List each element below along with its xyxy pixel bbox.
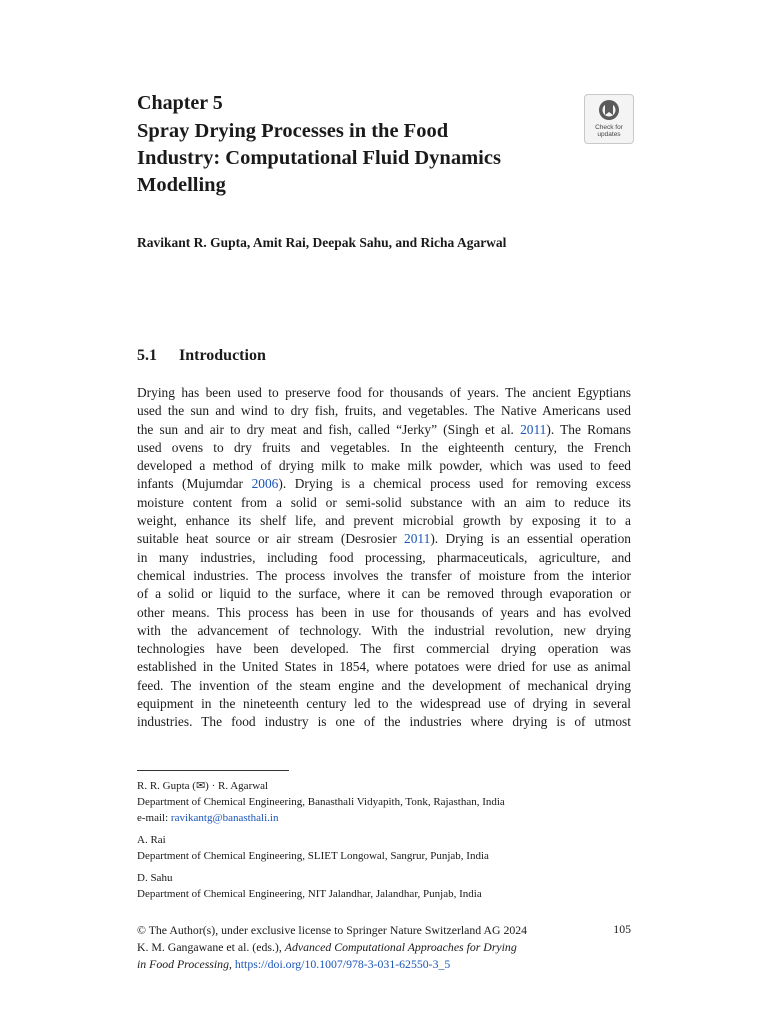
body-line	[137, 384, 631, 402]
body-text-segment: suitable heat source or air stream (Desrosier	[137, 531, 405, 547]
body-line	[137, 421, 631, 439]
badge-label: Check for updates	[595, 124, 623, 138]
body-text-segment: weight, enhance its shelf life, and prevent microbial growth by exposing it to a	[137, 513, 631, 529]
page-number: 105	[613, 922, 631, 936]
affiliation-department: Department of Chemical Engineering, Banasthali Vidyapith, Tonk, Rajasthan, India	[137, 796, 505, 808]
affiliation-department: Department of Chemical Engineering, NIT Jalandhar, Jalandhar, Punjab, India	[137, 888, 482, 900]
body-text-segment: used the sun and wind to dry fish, fruits, and vegetables. The Native Americans used	[137, 403, 631, 419]
email-label: e-mail:	[137, 812, 171, 824]
body-line	[137, 713, 631, 731]
bookmark-check-icon	[598, 99, 620, 123]
body-text-segment: chemical industries. The process involves the transfer of moisture from the interior	[137, 567, 631, 583]
affiliation-names: R. R. Gupta (✉) · R. Agarwal	[137, 780, 269, 792]
doi-link[interactable]: https://doi.org/10.1007/978-3-031-62550-3_5	[234, 957, 451, 971]
chapter-title-line: Modelling	[137, 174, 226, 196]
citation-year-link[interactable]: 2006	[251, 476, 279, 492]
body-text-segment: technologies have been developed. The first commercial drying operation was	[137, 641, 631, 657]
body-line	[137, 457, 631, 475]
body-text-segment: feed. The invention of the steam engine and the development of mechanical drying	[137, 677, 631, 693]
affiliation-department: Department of Chemical Engineering, SLIET Longowal, Sangrur, Punjab, India	[137, 850, 489, 862]
body-line	[137, 658, 631, 676]
citation-line: K. M. Gangawane et al. (eds.), Advanced Computational Approaches for Drying	[137, 940, 517, 954]
chapter-title-line: Spray Drying Processes in the Food	[137, 120, 449, 142]
body-text-segment: Drying has been used to preserve food for thousands of years. The ancient Egyptians	[137, 385, 631, 400]
section-heading	[137, 347, 266, 365]
body-text-segment: equipment in the nineteenth century led to the widespread use of drying in several	[137, 696, 631, 712]
body-text-segment: infants (Mujumdar	[137, 476, 252, 492]
body-line	[137, 512, 631, 530]
section-number: 5.1	[137, 347, 157, 364]
affiliation-email-row	[137, 810, 505, 826]
citation-line-2: in Food Processing, https://doi.org/10.1007/978-3-031-62550-3_5	[137, 957, 451, 971]
body-text-segment: ). The Romans	[546, 421, 631, 437]
check-for-updates-badge[interactable]	[584, 94, 634, 144]
citation-year-link[interactable]: 2011	[520, 421, 547, 437]
body-text-segment: the sun and air to dry meat and fish, called “Jerky” (Singh et al.	[137, 421, 521, 437]
copyright-footer	[137, 922, 631, 973]
body-text-segment: other means. This process has been in use for thousands of years and has evolved	[137, 604, 631, 620]
body-line	[137, 622, 631, 640]
chapter-title	[137, 118, 577, 199]
body-line	[137, 549, 631, 567]
body-text-segment: ). Drying is a chemical process used for removing excess	[278, 476, 631, 492]
body-text-segment: established in the United States in 1854, where potatoes were dried for use as animal	[137, 659, 631, 675]
body-text-segment: industries. The food industry is one of the industries where drying is of utmost	[137, 714, 631, 730]
section-title: Introduction	[179, 347, 266, 364]
body-line	[137, 567, 631, 585]
affiliation-names: A. Rai	[137, 834, 166, 846]
body-line	[137, 677, 631, 695]
citation-year-link[interactable]: 2011	[404, 531, 431, 547]
chapter-label: Chapter 5	[137, 92, 223, 114]
body-text-segment: used ovens to dry fruits and vegetables. In the eighteenth century, the French	[137, 439, 631, 455]
body-line	[137, 695, 631, 713]
email-link[interactable]: ravikantg@banasthali.in	[170, 812, 279, 824]
body-text-segment: developed a method of drying milk to make milk powder, which was used to feed	[137, 458, 631, 474]
body-line	[137, 604, 631, 622]
author-list: Ravikant R. Gupta, Amit Rai, Deepak Sahu, and Richa Agarwal	[137, 235, 507, 250]
body-line	[137, 494, 631, 512]
affiliation-names: D. Sahu	[137, 872, 173, 884]
body-text-segment: ). Drying is an essential operation	[430, 531, 631, 547]
chapter-title-line: Industry: Computational Fluid Dynamics	[137, 147, 501, 169]
copyright-line: © The Author(s), under exclusive license to Springer Nature Switzerland AG 2024	[137, 923, 528, 937]
affiliation-sahu	[137, 870, 482, 902]
affiliation-rai	[137, 832, 489, 864]
body-text-segment: of a solid or liquid to the surface, where it can be removed through evaporation or	[137, 586, 631, 602]
body-text-segment: with the advancement of technology. With the industrial revolution, new drying	[137, 622, 631, 638]
body-line	[137, 439, 631, 457]
footnote-rule	[137, 770, 289, 771]
book-title-cont: in Food Processing	[137, 957, 229, 971]
body-text-segment: moisture content from a solid or semi-solid substance with an aim to reduce its	[137, 494, 631, 510]
affiliation-gupta-agarwal	[137, 778, 505, 826]
introduction-paragraph	[137, 384, 631, 732]
body-line	[137, 585, 631, 603]
body-line	[137, 640, 631, 658]
body-line	[137, 530, 631, 548]
body-line	[137, 475, 631, 493]
body-line	[137, 402, 631, 420]
body-text-segment: in many industries, including food processing, pharmaceuticals, agriculture, and	[137, 549, 631, 565]
book-title: Advanced Computational Approaches for Drying	[284, 940, 517, 954]
